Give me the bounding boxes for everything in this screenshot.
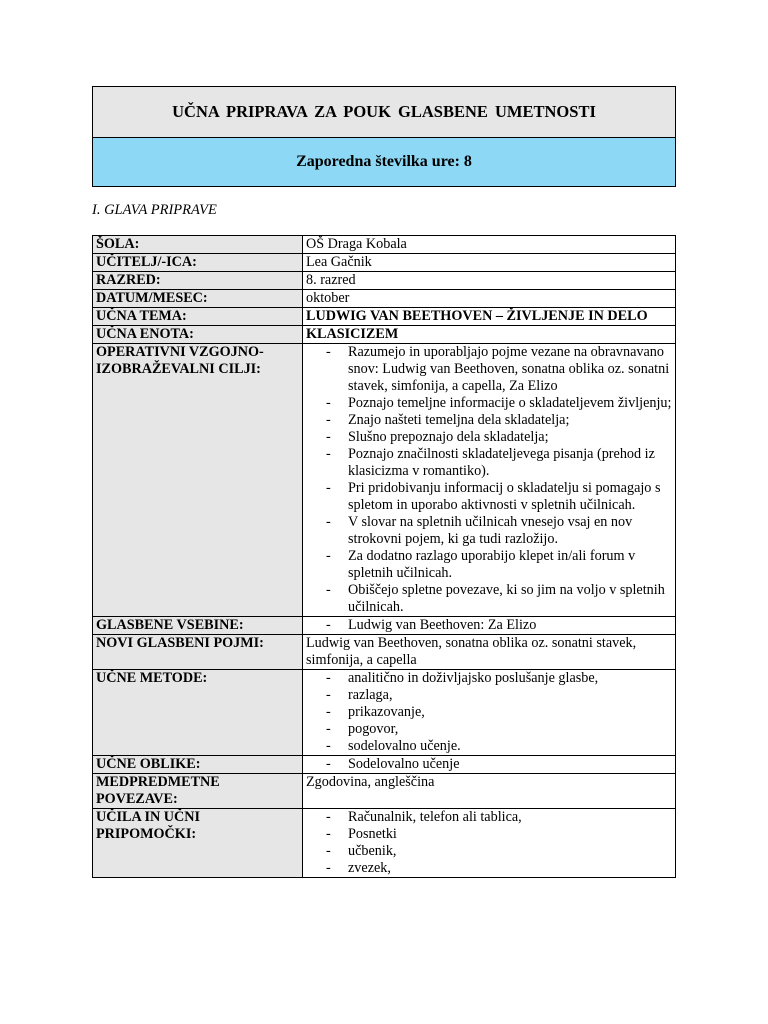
row-label: UČNE METODE: [93,670,303,756]
table-row [93,635,676,670]
table-row [93,254,676,272]
row-label: UČNA TEMA: [93,308,303,326]
table-row [93,236,676,254]
document-title: UČNA PRIPRAVA ZA POUK GLASBENE UMETNOSTI [93,87,675,138]
row-value [303,756,676,774]
list-item: - Posnetki [326,826,672,843]
lesson-number: Zaporedna številka ure: 8 [93,138,675,186]
row-value [303,670,676,756]
list-item: - sodelovalno učenje. [326,738,672,755]
table-row [93,326,676,344]
row-value [303,617,676,635]
list-item: - Poznajo temeljne informacije o skladateljevem življenju; [326,395,672,412]
objectives-list [306,344,672,616]
list-item: - razlaga, [326,687,672,704]
list-item: - Obiščejo spletne povezave, ki so jim na voljo v spletnih učilnicah. [326,582,672,616]
row-label: ŠOLA: [93,236,303,254]
row-value: 8. razred [303,272,676,290]
table-row [93,290,676,308]
list-item: - prikazovanje, [326,704,672,721]
table-row [93,308,676,326]
row-label: DATUM/MESEC: [93,290,303,308]
list-item: - Poznajo značilnosti skladateljevega pisanja (prehod iz klasicizma v romantiko). [326,446,672,480]
row-label: OPERATIVNI VZGOJNO-IZOBRAŽEVALNI CILJI: [93,344,303,617]
row-value [303,809,676,878]
lesson-info-table [92,235,676,878]
row-label: UČNA ENOTA: [93,326,303,344]
row-value: LUDWIG VAN BEETHOVEN – ŽIVLJENJE IN DELO [303,308,676,326]
row-label: UČILA IN UČNI PRIPOMOČKI: [93,809,303,878]
row-label: RAZRED: [93,272,303,290]
table-row [93,344,676,617]
section-heading: I. GLAVA PRIPRAVE [92,202,217,218]
row-label: NOVI GLASBENI POJMI: [93,635,303,670]
list-item: - Pri pridobivanju informacij o skladatelju si pomagajo s spletom in uporabo aktivnosti v spletnih učilnicah. [326,480,672,514]
row-label: UČITELJ/-ICA: [93,254,303,272]
row-value: Lea Gačnik [303,254,676,272]
table-row [93,809,676,878]
table-row [93,272,676,290]
table-row [93,774,676,809]
row-label: MEDPREDMETNE POVEZAVE: [93,774,303,809]
list-item: - Slušno prepoznajo dela skladatelja; [326,429,672,446]
row-value: OŠ Draga Kobala [303,236,676,254]
list-item: - učbenik, [326,843,672,860]
row-value: oktober [303,290,676,308]
list-item: - Sodelovalno učenje [326,756,672,773]
list-item: - Razumejo in uporabljajo pojme vezane na obravnavano snov: Ludwig van Beethoven, sonatna oblika oz. sonatni stavek, simfonija, a capella, Za Elizo [326,344,672,395]
row-value [303,344,676,617]
list-item: - V slovar na spletnih učilnicah vnesejo vsaj en nov strokovni pojem, ki ga tudi razložijo. [326,514,672,548]
list-item: - Računalnik, telefon ali tablica, [326,809,672,826]
header-box [92,86,676,187]
row-label: UČNE OBLIKE: [93,756,303,774]
table-row [93,756,676,774]
materials-list [306,809,672,877]
list-item: - zvezek, [326,860,672,877]
row-value: Zgodovina, angleščina [303,774,676,809]
methods-list [306,670,672,755]
row-value: Ludwig van Beethoven, sonatna oblika oz. sonatni stavek, simfonija, a capella [303,635,676,670]
table-row [93,670,676,756]
forms-list [306,756,672,773]
list-item: - Ludwig van Beethoven: Za Elizo [326,617,672,634]
list-item: - Za dodatno razlago uporabijo klepet in/ali forum v spletnih učilnicah. [326,548,672,582]
contents-list [306,617,672,634]
table-row [93,617,676,635]
list-item: - analitično in doživljajsko poslušanje glasbe, [326,670,672,687]
list-item: - Znajo našteti temeljna dela skladatelja; [326,412,672,429]
row-label: GLASBENE VSEBINE: [93,617,303,635]
list-item: - pogovor, [326,721,672,738]
row-value: KLASICIZEM [303,326,676,344]
